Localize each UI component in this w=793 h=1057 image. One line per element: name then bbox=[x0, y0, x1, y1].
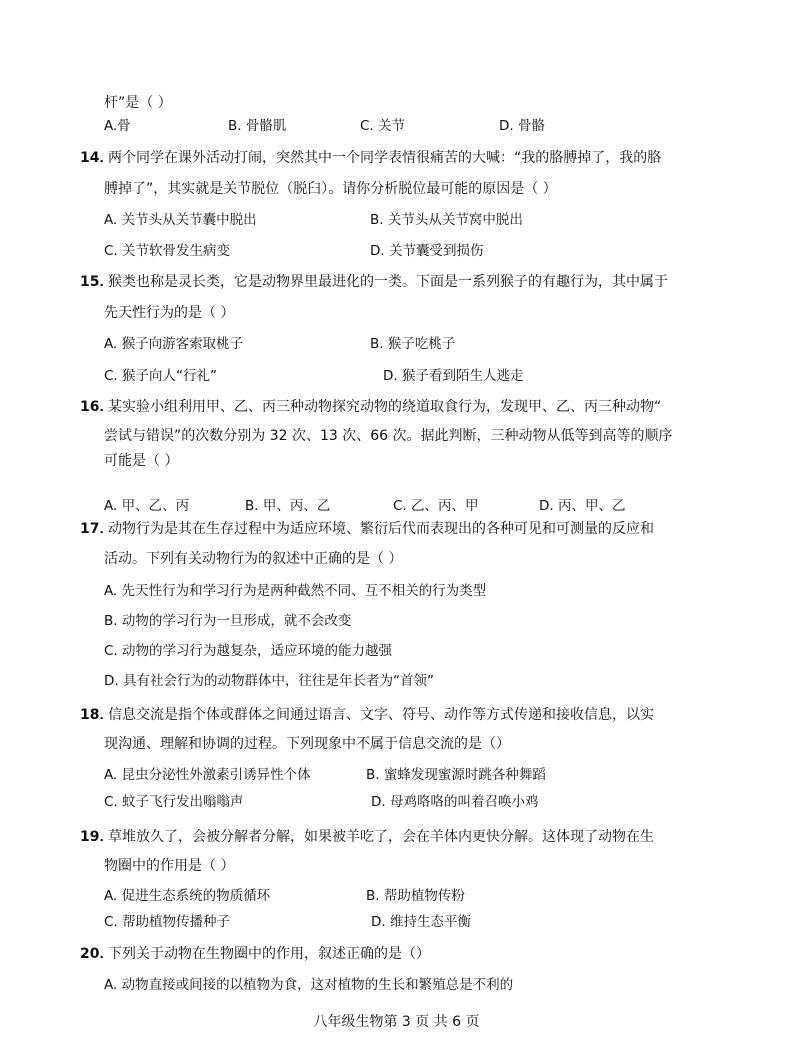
q19-option-c: C. 帮助植物传播种子 bbox=[104, 914, 231, 930]
q19-option-a: A. 促进生态系统的物质循环 bbox=[104, 888, 271, 904]
q18-stem-line1: 信息交流是指个体或群体之间通过语言、文字、符号、动作等方式传递和接收信息，以实 bbox=[108, 707, 654, 723]
q18-option-a: A. 昆虫分泌性外激素引诱异性个体 bbox=[104, 767, 311, 783]
q17-number: 17． bbox=[80, 521, 114, 537]
q13-option-c: C. 关节 bbox=[360, 118, 406, 134]
q15-number: 15． bbox=[80, 274, 114, 290]
q19-option-b: B. 帮助植物传粉 bbox=[366, 888, 465, 904]
q17-option-c: C. 动物的学习行为越复杂，适应环境的能力越强 bbox=[104, 643, 393, 659]
q16-stem-line3: 可能是（ ） bbox=[104, 453, 179, 469]
q20-stem-line1: 下列关于动物在生物圈中的作用，叙述正确的是（） bbox=[108, 946, 430, 962]
q13-option-d: D. 骨骼 bbox=[499, 118, 545, 134]
q17-option-b: B. 动物的学习行为一旦形成，就不会改变 bbox=[104, 613, 352, 629]
q14-option-d: D. 关节囊受到损伤 bbox=[370, 243, 484, 259]
q17-stem-line2: 活动。下列有关动物行为的叙述中正确的是（ ） bbox=[104, 551, 403, 567]
page-footer: 八年级生物第 3 页 共 6 页 bbox=[313, 1014, 480, 1030]
q16-stem-line1: 某实验小组利用甲、乙、丙三种动物探究动物的绕道取食行为，发现甲、乙、丙三种动物“ bbox=[108, 399, 662, 415]
q16-option-b: B. 甲、丙、乙 bbox=[245, 498, 331, 514]
q16-number: 16． bbox=[80, 399, 114, 415]
q14-stem-line2: 膊掉了”，其实就是关节脱位（脱臼）。请你分析脱位最可能的原因是（ ） bbox=[104, 181, 557, 197]
q17-option-d: D. 具有社会行为的动物群体中，往往是年长者为“首领” bbox=[104, 673, 434, 689]
q14-option-b: B. 关节头从关节窝中脱出 bbox=[370, 212, 523, 228]
q15-option-a: A. 猴子向游客索取桃子 bbox=[104, 336, 244, 352]
q15-option-b: B. 猴子吃桃子 bbox=[370, 336, 456, 352]
q14-number: 14． bbox=[80, 150, 114, 166]
q16-option-d: D. 丙、甲、乙 bbox=[539, 498, 626, 514]
q20-option-a: A. 动物直接或间接的以植物为食，这对植物的生长和繁殖总是不利的 bbox=[104, 977, 514, 993]
q16-option-c: C. 乙、丙、甲 bbox=[393, 498, 479, 514]
q16-option-a: A. 甲、乙、丙 bbox=[104, 498, 190, 514]
q13-option-b: B. 骨骼肌 bbox=[228, 118, 287, 134]
q13-stem-tail: 杆”是（ ） bbox=[104, 95, 172, 111]
q18-option-d: D. 母鸡咯咯的叫着召唤小鸡 bbox=[371, 794, 539, 810]
q19-number: 19． bbox=[80, 829, 114, 845]
q18-stem-line2: 现沟通、理解和协调的过程。下列现象中不属于信息交流的是（） bbox=[104, 736, 510, 752]
q20-number: 20． bbox=[80, 946, 114, 962]
q15-option-c: C. 猴子向人“行礼” bbox=[104, 368, 217, 384]
q13-option-a: A.骨 bbox=[104, 118, 131, 134]
q14-stem-line1: 两个同学在课外活动打闹，突然其中一个同学表情很痛苦的大喊：“我的胳膊掉了，我的胳 bbox=[108, 150, 662, 166]
q15-option-d: D. 猴子看到陌生人逃走 bbox=[383, 368, 524, 384]
q14-option-a: A. 关节头从关节囊中脱出 bbox=[104, 212, 257, 228]
q19-stem-line1: 草堆放久了，会被分解者分解，如果被羊吃了，会在羊体内更快分解。这体现了动物在生 bbox=[108, 829, 654, 845]
q18-option-b: B. 蜜蜂发现蜜源时跳各种舞蹈 bbox=[366, 767, 546, 783]
q19-stem-line2: 物圈中的作用是（ ） bbox=[104, 858, 235, 874]
q17-stem-line1: 动物行为是其在生存过程中为适应环境、繁衍后代而表现出的各种可见和可测量的反应和 bbox=[108, 521, 654, 537]
q14-option-c: C. 关节软骨发生病变 bbox=[104, 243, 231, 259]
q15-stem-line1: 猴类也称是灵长类，它是动物界里最进化的一类。下面是一系列猴子的有趣行为，其中属于 bbox=[108, 274, 668, 290]
q15-stem-line2: 先天性行为的是（ ） bbox=[104, 305, 235, 321]
q16-stem-line2: 尝试与错误”的次数分别为 32 次、13 次、66 次。据此判断，三种动物从低等到高等的顺序 bbox=[104, 428, 673, 444]
q17-option-a: A. 先天性行为和学习行为是两种截然不同、互不相关的行为类型 bbox=[104, 583, 487, 599]
q19-option-d: D. 维持生态平衡 bbox=[371, 914, 471, 930]
q18-number: 18． bbox=[80, 707, 114, 723]
q18-option-c: C. 蚊子飞行发出嗡嗡声 bbox=[104, 794, 244, 810]
